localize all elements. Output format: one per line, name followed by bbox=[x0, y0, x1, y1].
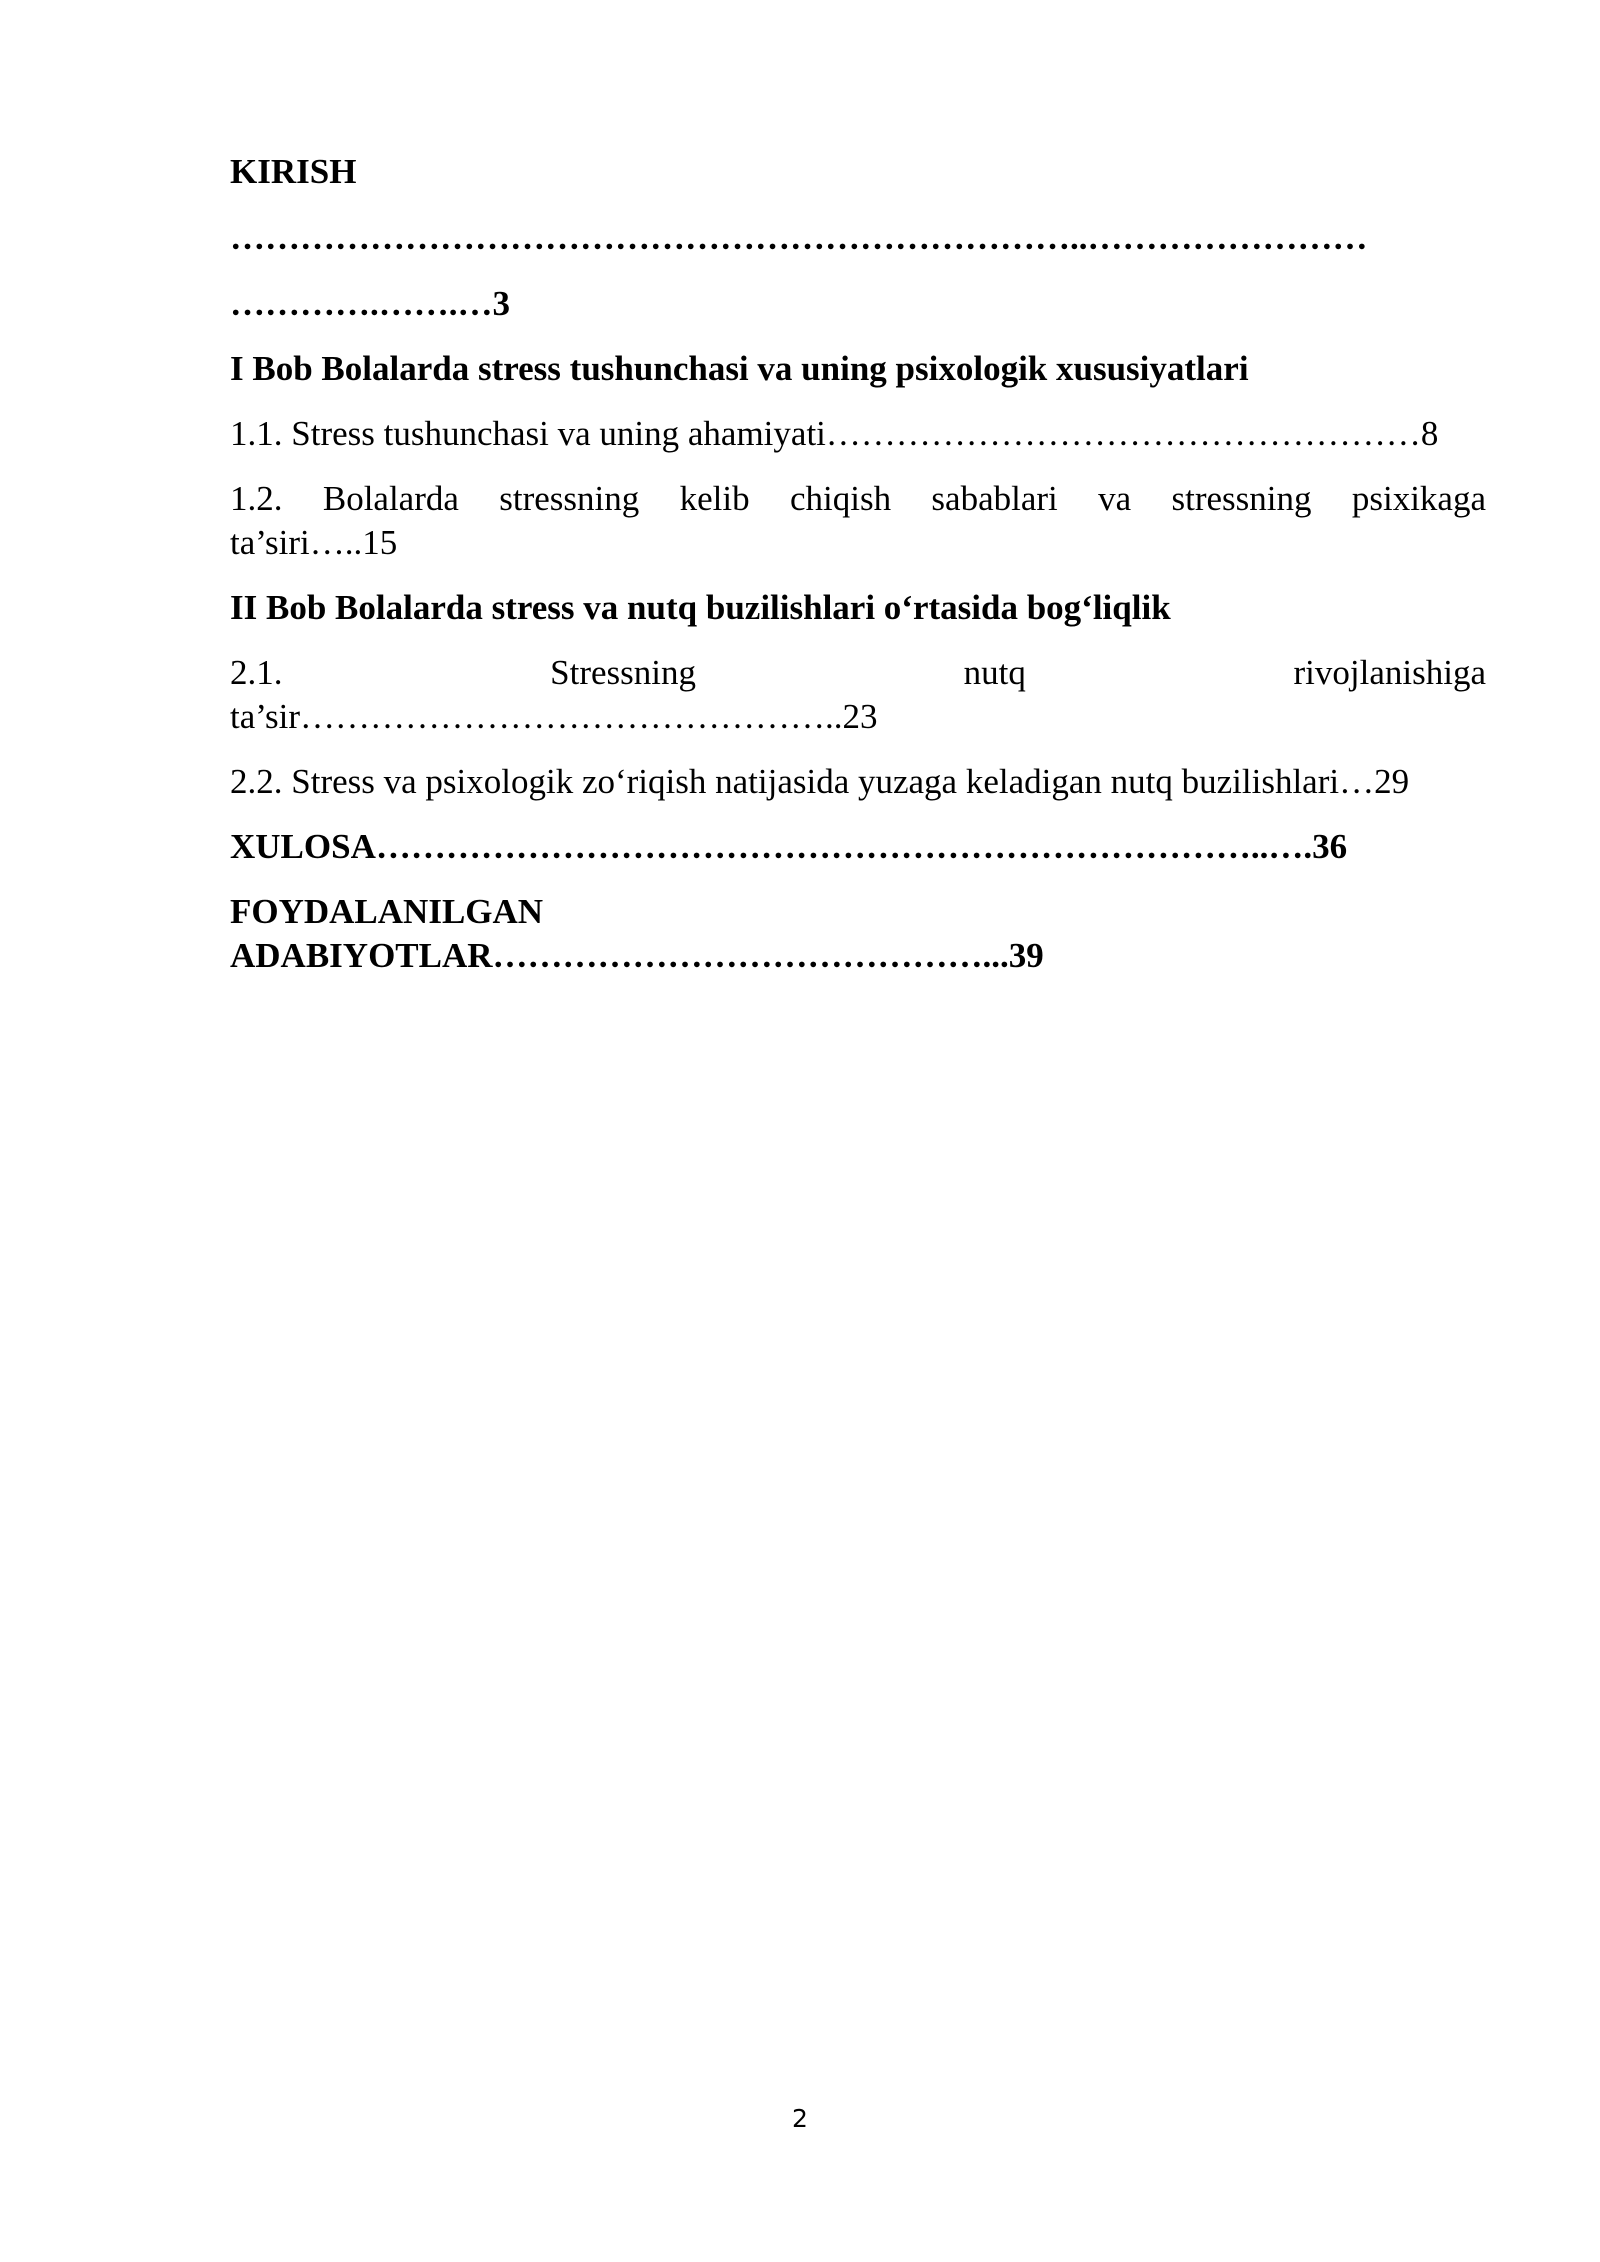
toc-section-1-1: 1.1. Stress tushunchasi va uning ahamiyati……………………………………………8 bbox=[230, 414, 1439, 453]
toc-section-2-2: 2.2. Stress va psixologik zo‘riqish natijasida yuzaga keladigan nutq buzilishlari…29 bbox=[230, 762, 1410, 801]
toc-conclusion: XULOSA…………………………………………………………………..….36 bbox=[230, 827, 1348, 866]
toc-section-2-1-line2: ta’sir………………………………………..23 bbox=[230, 697, 878, 736]
toc-references bbox=[230, 890, 1486, 978]
toc-intro-dots: ………………………………………………………………..…………………… bbox=[230, 218, 1368, 257]
toc-references-line2: ADABIYOTLAR……………………………………...39 bbox=[230, 936, 1044, 975]
table-of-contents bbox=[230, 150, 1486, 999]
toc-chapter1-title: I Bob Bolalarda stress tushunchasi va uning psixologik xususiyatlari bbox=[230, 349, 1249, 388]
toc-section-1-2-line1: 1.2. Bolalarda stressning kelib chiqish sabablari va stressning psixikaga bbox=[230, 479, 1486, 518]
toc-chapter2-title: II Bob Bolalarda stress va nutq buzilishlari o‘rtasida bog‘liqlik bbox=[230, 588, 1171, 627]
toc-section-2-1 bbox=[230, 651, 1486, 739]
page-number: 2 bbox=[792, 2104, 808, 2133]
toc-section-2-1-line1: 2.1. Stressning nutq rivojlanishiga bbox=[230, 653, 1486, 692]
toc-section-1-2-line2: ta’siri…..15 bbox=[230, 523, 398, 562]
toc-intro-page: ………….…….…3 bbox=[230, 284, 510, 323]
toc-references-line1: FOYDALANILGAN bbox=[230, 892, 544, 931]
toc-intro-title: KIRISH bbox=[230, 152, 357, 191]
toc-section-1-2 bbox=[230, 477, 1486, 565]
